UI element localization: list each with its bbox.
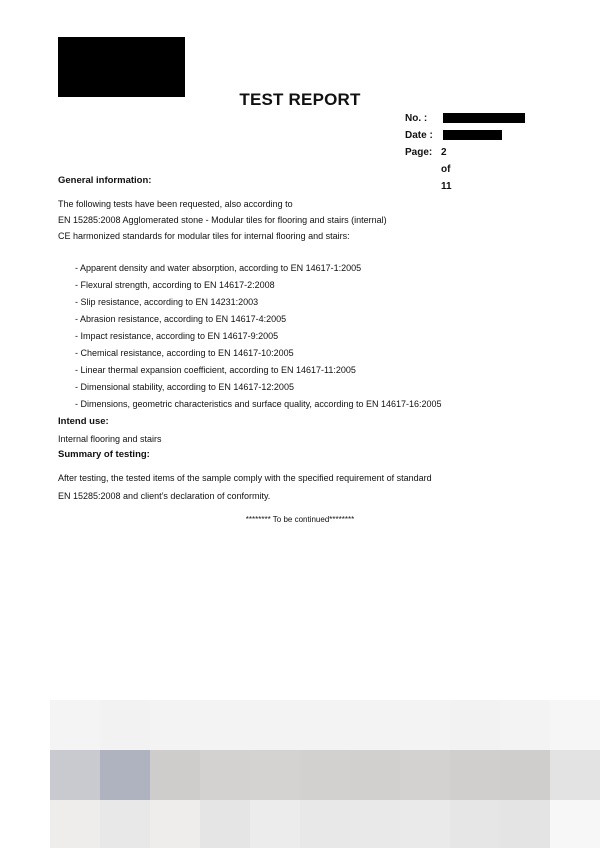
- mosaic-tile: [400, 700, 450, 750]
- report-number-redaction: [443, 113, 525, 123]
- mosaic-tile: [550, 750, 600, 800]
- report-date-label: Date :: [405, 130, 433, 141]
- intended-use-heading: Intend use:: [58, 416, 109, 427]
- mosaic-tile: [400, 800, 450, 848]
- report-number-row: [405, 110, 441, 127]
- mosaic-tile: [350, 750, 400, 800]
- report-date-redaction: [443, 130, 502, 140]
- mosaic-tile: [550, 700, 600, 750]
- list-item: - Dimensions, geometric characteristics and surface quality, according to EN 14617-16:2005: [75, 399, 442, 409]
- test-list: [58, 260, 558, 413]
- page-number: 2 of 11: [441, 147, 452, 192]
- mosaic-tile: [250, 700, 300, 750]
- mosaic-tile: [100, 700, 150, 750]
- page-number-row: [405, 144, 452, 192]
- mosaic-tile: [500, 700, 550, 750]
- report-body: [58, 174, 558, 504]
- mosaic-tile: [250, 750, 300, 800]
- mosaic-tile: [350, 700, 400, 750]
- list-item: - Dimensional stability, according to EN 14617-12:2005: [75, 382, 294, 392]
- list-item: - Slip resistance, according to EN 14231:2003: [75, 297, 259, 307]
- mosaic-tile: [100, 750, 150, 800]
- list-item: - Chemical resistance, according to EN 14617-10:2005: [75, 348, 294, 358]
- mosaic-tile: [450, 800, 500, 848]
- continued-note: ******** To be continued********: [245, 515, 355, 524]
- mosaic-tile: [200, 750, 250, 800]
- general-line: The following tests have been requested, also according to: [58, 199, 293, 209]
- report-meta: [405, 110, 452, 192]
- general-info-heading: General information:: [58, 175, 152, 186]
- general-line: CE harmonized standards for modular tiles for internal flooring and stairs:: [58, 231, 350, 241]
- mosaic-tile: [50, 700, 100, 750]
- mosaic-tile: [250, 800, 300, 848]
- general-line: EN 15285:2008 Agglomerated stone - Modular tiles for flooring and stairs (internal): [58, 215, 387, 225]
- summary-line: EN 15285:2008 and client’s declaration of conformity.: [58, 491, 271, 501]
- mosaic-tile: [450, 700, 500, 750]
- mosaic-tile: [200, 800, 250, 848]
- mosaic-tile: [100, 800, 150, 848]
- mosaic-tile: [200, 700, 250, 750]
- mosaic-tile: [550, 800, 600, 848]
- mosaic-tile: [500, 800, 550, 848]
- list-item: - Flexural strength, according to EN 14617-2:2008: [75, 280, 275, 290]
- summary-line: After testing, the tested items of the sample comply with the specified requirement of standard: [58, 473, 432, 483]
- mosaic-tile: [500, 750, 550, 800]
- list-item: - Impact resistance, according to EN 14617-9:2005: [75, 331, 279, 341]
- mosaic-tile: [150, 750, 200, 800]
- logo-redaction: [58, 37, 185, 97]
- report-title: TEST REPORT: [239, 90, 361, 109]
- mosaic-tile: [150, 700, 200, 750]
- list-item: - Apparent density and water absorption, according to EN 14617-1:2005: [75, 263, 362, 273]
- mosaic-tile: [300, 750, 350, 800]
- mosaic-tile: [150, 800, 200, 848]
- mosaic-tile: [400, 750, 450, 800]
- mosaic-tile: [300, 800, 350, 848]
- mosaic-tile: [50, 800, 100, 848]
- summary-heading: Summary of testing:: [58, 449, 150, 460]
- report-number-label: No. :: [405, 113, 428, 124]
- list-item: - Linear thermal expansion coefficient, according to EN 14617-11:2005: [75, 365, 356, 375]
- mosaic-tile: [300, 700, 350, 750]
- page-label: Page:: [405, 147, 433, 158]
- mosaic-tile: [350, 800, 400, 848]
- intended-use-text: Internal flooring and stairs: [58, 434, 162, 444]
- list-item: - Abrasion resistance, according to EN 14617-4:2005: [75, 314, 287, 324]
- pixelated-photo-area: [50, 700, 600, 848]
- mosaic-tile: [50, 750, 100, 800]
- report-date-row: [405, 127, 441, 144]
- mosaic-tile: [450, 750, 500, 800]
